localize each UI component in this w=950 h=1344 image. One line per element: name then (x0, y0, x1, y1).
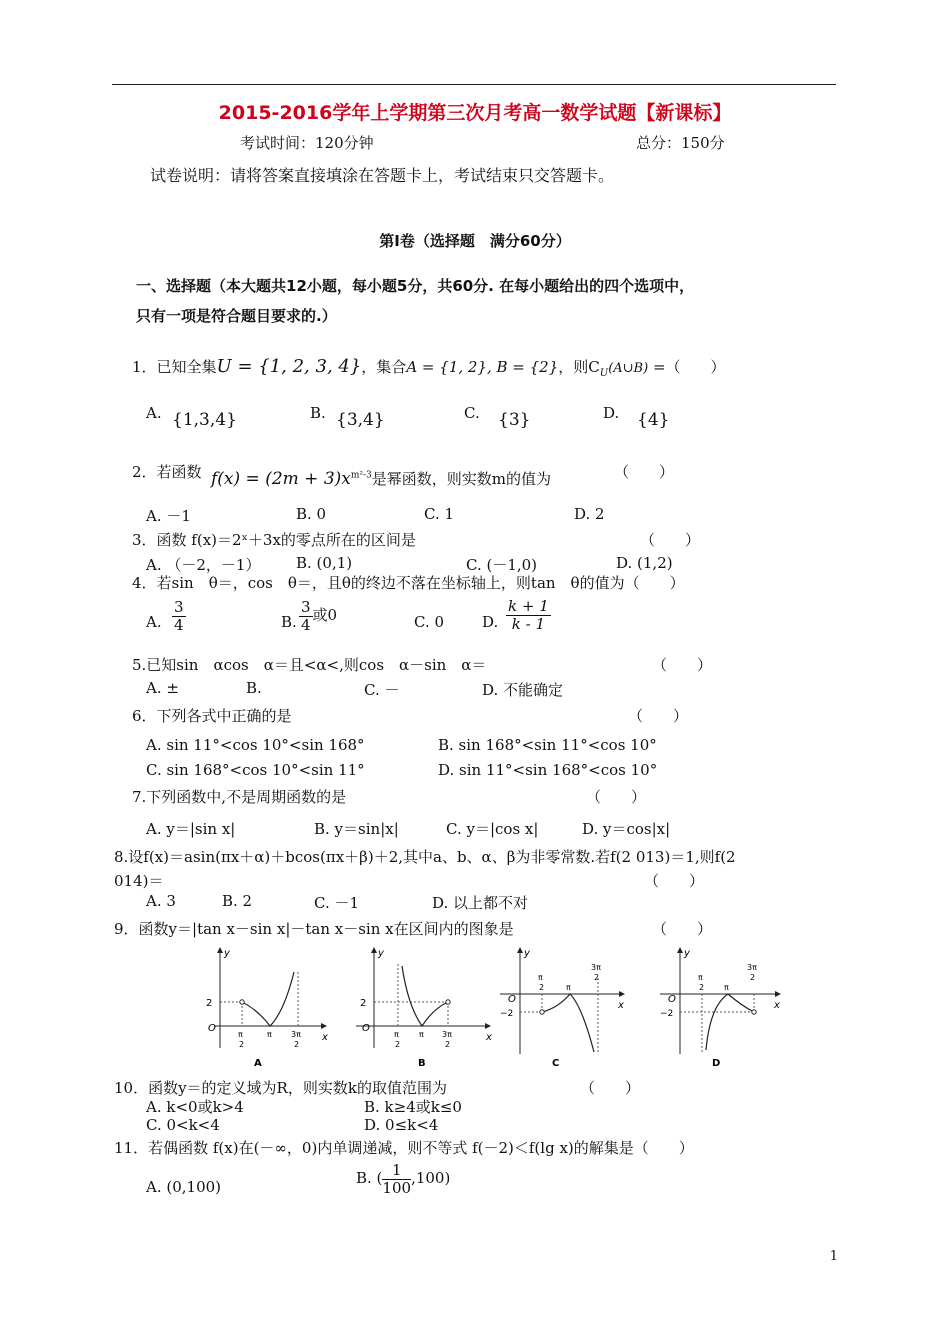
q2-function: $f(x) = (2m + 3)x^{m^2-3}$是幂函数，则实数m的值为 (211, 469, 552, 489)
question-10: 10．函数y＝的定义域为R，则实数k的取值范围为 (114, 1079, 447, 1097)
q6-option-c: C. sin 168°<cos 10°<sin 11° (146, 761, 365, 779)
q3-option-d: D. (1,2) (616, 554, 673, 572)
graph-d-tick-pi: π (724, 983, 729, 992)
q1-option-d-label: D. (603, 404, 620, 422)
graph-a-y-label: y (224, 948, 230, 959)
graph-c-tick-three-half-den: 2 (594, 973, 600, 982)
graph-c-tick-pi: π (566, 983, 571, 992)
q9-answer-paren: （ ） (652, 920, 713, 938)
page-number: 1 (829, 1249, 838, 1264)
exam-time: 考试时间：120分钟 (240, 134, 374, 152)
graph-d-label: D (712, 1058, 721, 1069)
q11-option-b: B. ( $\frac{1}{100}$ ,100) (356, 1161, 451, 1197)
q6-option-d: D. sin 11°<sin 168°<cos 10° (438, 761, 658, 779)
q10-option-b: B. k≥4或k≤0 (364, 1098, 462, 1116)
graph-a (206, 948, 328, 1069)
q4-option-b-fraction: $\frac{3}{4}$ 或0 (301, 598, 338, 634)
q4-option-a-label: A. (146, 613, 162, 631)
q3-option-b: B. (0,1) (296, 554, 353, 572)
graph-d-tick-neg2: −2 (660, 1009, 674, 1019)
graph-c-tick-half-pi-num: π (538, 973, 543, 982)
question-2: 2．若函数 (132, 463, 202, 481)
graph-a-tick-pi: π (267, 1030, 272, 1039)
graph-a-tick-three-half-den: 2 (294, 1040, 300, 1049)
graph-d-tick-half-pi-num: π (698, 973, 703, 982)
q8-option-b: B. 2 (222, 892, 253, 910)
q4-option-a-fraction: $\frac{3}{4}$ (174, 598, 184, 634)
graph-a-tick-three-half-num: 3π (291, 1030, 301, 1039)
q10-option-d: D. 0≤k<4 (364, 1116, 439, 1134)
q2-option-c: C. 1 (424, 505, 455, 523)
q1-option-c: {3} (498, 410, 531, 430)
q4-option-c: C. 0 (414, 613, 445, 631)
q6-option-a: A. sin 11°<cos 10°<sin 168° (146, 736, 365, 754)
q7-option-d: D. y＝cos|x| (582, 820, 671, 838)
graph-d-tick-half-pi-den: 2 (699, 983, 705, 992)
graph-b-tick-three-half-den: 2 (445, 1040, 451, 1049)
q7-answer-paren: （ ） (586, 788, 647, 806)
q1-option-b: {3,4} (336, 410, 385, 430)
q1-option-b-label: B. (310, 404, 326, 422)
section-intro-line2: 只有一项是符合题目要求的.） (136, 307, 337, 325)
q5-option-b: B. (246, 679, 262, 697)
q7-option-b: B. y＝sin|x| (314, 820, 399, 838)
graph-a-x-label: x (322, 1032, 328, 1043)
q10-option-a: A. k<0或k>4 (146, 1098, 244, 1116)
graph-b-tick-2: 2 (360, 998, 367, 1009)
graph-c-y-label: y (524, 948, 530, 959)
graph-c-label: C (552, 1058, 560, 1069)
graph-b-tick-three-half-num: 3π (442, 1030, 452, 1039)
question-3: 3．函数 f(x)＝2ˣ＋3x的零点所在的区间是 (132, 531, 416, 549)
question-6: 6．下列各式中正确的是 (132, 707, 292, 725)
q2-answer-paren: （ ） (614, 463, 675, 481)
graph-b (356, 948, 492, 1069)
q8-answer-paren: （ ） (644, 872, 705, 890)
q8-option-c: C. －1 (314, 894, 360, 912)
graph-c-tick-neg2: −2 (500, 1009, 514, 1019)
graph-c (500, 948, 624, 1069)
section-intro-line1: 一、选择题（本大题共12小题，每小题5分，共60分. 在每小题给出的四个选项中， (136, 277, 695, 295)
q4-option-d-fraction: $\frac{k + 1}{k - 1}$ (508, 597, 549, 633)
graph-a-origin: O (208, 1023, 216, 1034)
q5-option-d: D. 不能确定 (482, 681, 564, 699)
q10-option-c: C. 0<k<4 (146, 1116, 220, 1134)
graph-d-y-label: y (684, 948, 690, 959)
q5-answer-paren: （ ） (652, 656, 713, 674)
graph-b-x-label: x (486, 1032, 492, 1043)
graph-b-tick-half-pi-num: π (394, 1030, 399, 1039)
total-score: 总分：150分 (636, 134, 725, 152)
graph-c-x-label: x (618, 1000, 624, 1011)
graph-c-origin: O (508, 994, 516, 1005)
instructions: 试卷说明：请将答案直接填涂在答题卡上，考试结束只交答题卡。 (150, 166, 615, 185)
section-title: 第Ⅰ卷（选择题 满分60分） (379, 232, 571, 250)
q2-option-b: B. 0 (296, 505, 327, 523)
graph-d-x-label: x (774, 1000, 780, 1011)
graph-a-tick-half-pi-num: π (238, 1030, 243, 1039)
question-1: 1．已知全集U = {1, 2, 3, 4}，集合A = {1, 2}, B = {2}，则$C_U(A\cup B)$ =（ ） (132, 356, 726, 379)
graph-b-tick-pi: π (419, 1030, 424, 1039)
q1-option-c-label: C. (464, 404, 480, 422)
q4-option-d-label: D. (482, 613, 499, 631)
graph-a-label: A (254, 1058, 262, 1069)
question-7: 7.下列函数中,不是周期函数的是 (132, 788, 347, 806)
question-8-line2: 014)＝ (114, 872, 164, 890)
graph-a-tick-2: 2 (206, 998, 213, 1009)
graph-c-tick-half-pi-den: 2 (539, 983, 545, 992)
graph-a-tick-half-pi-den: 2 (239, 1040, 245, 1049)
q3-option-a: A. （－2，－1） (146, 556, 261, 574)
question-4: 4．若sin θ＝，cos θ＝，且θ的终边不落在坐标轴上，则tan θ的值为（ ） (132, 574, 685, 592)
q6-answer-paren: （ ） (628, 707, 689, 725)
question-9: 9．函数y＝|tan x－sin x|－tan x－sin x在区间内的图象是 (114, 920, 514, 938)
q10-answer-paren: （ ） (580, 1079, 641, 1097)
header-rule (112, 84, 836, 85)
q6-option-b: B. sin 168°<sin 11°<cos 10° (438, 736, 657, 754)
q3-answer-paren: （ ） (640, 531, 701, 549)
q2-option-a: A. －1 (146, 507, 191, 525)
question-11: 11．若偶函数 f(x)在(－∞，0)内单调递减，则不等式 f(－2)＜f(lg x)的解集是（ ） (114, 1139, 694, 1157)
q5-option-a: A. ± (146, 679, 179, 697)
graph-d-tick-three-half-num: 3π (747, 963, 757, 972)
graph-d-origin: O (668, 994, 676, 1005)
q1-option-d: {4} (637, 410, 670, 430)
q7-option-a: A. y＝|sin x| (146, 820, 236, 838)
question-8-line1: 8.设f(x)＝asin(πx＋α)＋bcos(πx＋β)＋2,其中a、b、α、β为非零常数.若f(2 013)＝1,则f(2 (114, 848, 736, 866)
q3-option-c: C. (－1,0) (466, 556, 538, 574)
exam-title: 2015-2016学年上学期第三次月考高一数学试题【新课标】 (218, 102, 732, 124)
q1-option-a-label: A. (146, 404, 162, 422)
q8-option-d: D. 以上都不对 (432, 894, 529, 912)
q11-option-a: A. (0,100) (146, 1178, 222, 1196)
q1-option-a: {1,3,4} (172, 410, 237, 430)
q5-option-c: C. － (364, 681, 400, 699)
graph-b-origin: O (362, 1023, 370, 1034)
graph-d (660, 948, 780, 1069)
question-5: 5.已知sin αcos α＝且<α<,则cos α－sin α＝ (132, 656, 487, 674)
q8-option-a: A. 3 (146, 892, 176, 910)
graph-c-tick-three-half-num: 3π (591, 963, 601, 972)
graph-b-tick-half-pi-den: 2 (395, 1040, 401, 1049)
graph-b-label: B (418, 1058, 426, 1069)
q9-graphs (196, 944, 796, 1070)
graph-b-y-label: y (378, 948, 384, 959)
graph-d-tick-three-half-den: 2 (750, 973, 756, 982)
q2-option-d: D. 2 (574, 505, 605, 523)
q4-option-b-label: B. (281, 613, 297, 631)
q7-option-c: C. y＝|cos x| (446, 820, 539, 838)
